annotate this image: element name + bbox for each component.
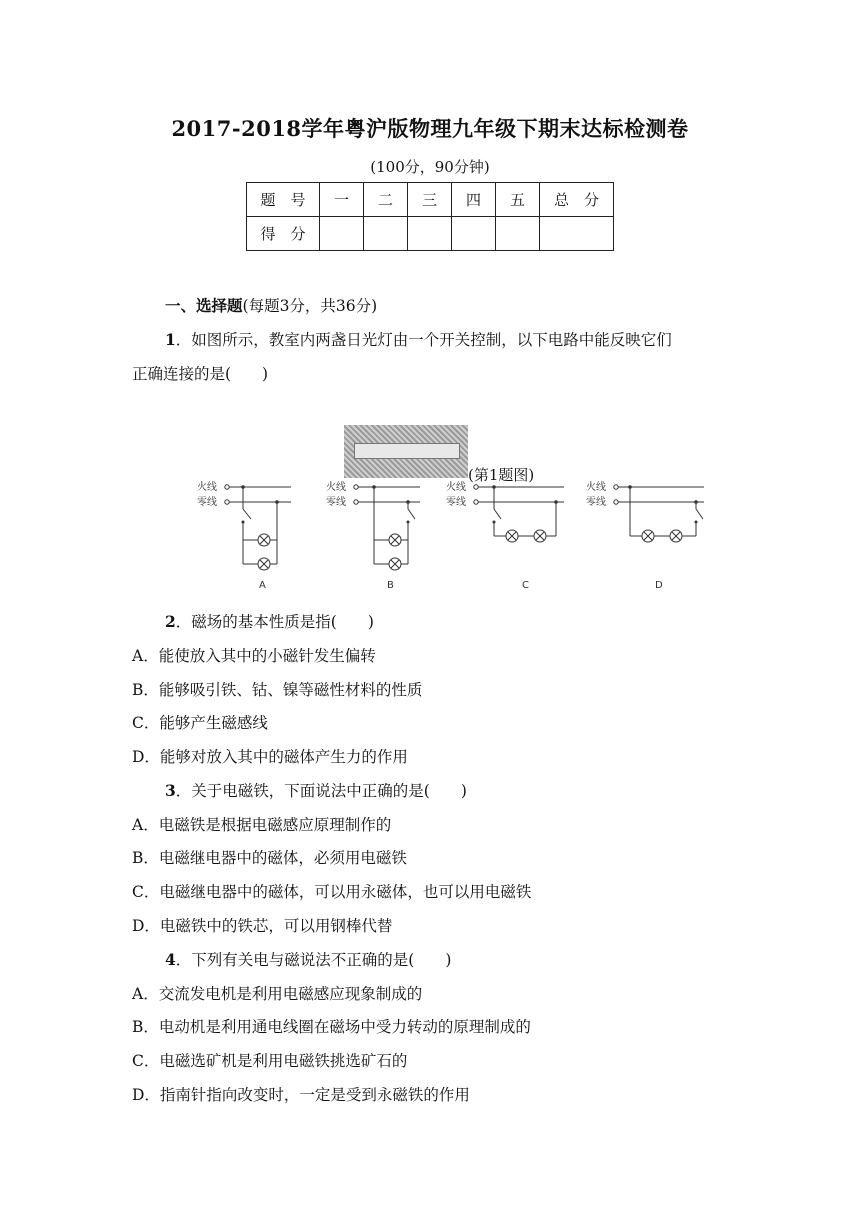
question-3-option-d[interactable]: D．电磁铁中的铁芯，可以用钢棒代替 <box>132 917 393 935</box>
score-table <box>246 182 614 251</box>
score-cell-1[interactable] <box>320 217 364 251</box>
option-d-label: D <box>655 580 663 591</box>
lamp-fixture <box>354 443 460 459</box>
question-4-option-b[interactable]: B．电动机是利用通电线圈在磁场中受力转动的原理制成的 <box>132 1018 531 1036</box>
question-2-option-c[interactable]: C．能够产生磁感线 <box>132 714 268 732</box>
score-cell-5[interactable] <box>496 217 540 251</box>
score-header-4: 四 <box>452 183 496 217</box>
score-header-1: 一 <box>320 183 364 217</box>
question-number: 4 <box>165 950 176 969</box>
question-3-option-a[interactable]: A．电磁铁是根据电磁感应原理制作的 <box>132 816 392 834</box>
score-table-header-row <box>247 183 614 217</box>
score-header-3: 三 <box>408 183 452 217</box>
fluorescent-lamp-photo <box>344 425 468 478</box>
score-table-score-row <box>247 217 614 251</box>
circuit-diagram-d <box>584 475 709 593</box>
score-header-total: 总 分 <box>540 183 614 217</box>
question-2-stem: 2．磁场的基本性质是指( ) <box>165 612 374 631</box>
exam-title: 2017-2018学年粤沪版物理九年级下期末达标检测卷 <box>171 116 689 141</box>
score-cell-4[interactable] <box>452 217 496 251</box>
live-wire-label: 火线 <box>197 482 217 493</box>
score-cell-2[interactable] <box>364 217 408 251</box>
question-2-option-a[interactable]: A．能使放入其中的小磁针发生偏转 <box>132 647 376 665</box>
live-wire-label: 火线 <box>586 482 606 493</box>
question-3-stem: 3．关于电磁铁，下面说法中正确的是( ) <box>165 781 467 800</box>
question-1-line2: 正确连接的是( ) <box>132 365 269 383</box>
section-heading <box>165 294 377 316</box>
question-3-option-c[interactable]: C．电磁继电器中的磁体，可以用永磁体，也可以用电磁铁 <box>132 883 532 901</box>
question-4-option-d[interactable]: D．指南针指向改变时，一定是受到永磁铁的作用 <box>132 1086 470 1104</box>
option-c-label: C <box>522 580 529 591</box>
circuit-diagram-b <box>324 475 434 593</box>
question-3-option-b[interactable]: B．电磁继电器中的磁体，必须用电磁铁 <box>132 849 407 867</box>
score-cell-3[interactable] <box>408 217 452 251</box>
question-2-option-b[interactable]: B．能够吸引铁、钴、镍等磁性材料的性质 <box>132 681 423 699</box>
neutral-wire-label: 零线 <box>326 497 346 508</box>
score-cell-total[interactable] <box>540 217 614 251</box>
live-wire-label: 火线 <box>446 482 466 493</box>
neutral-wire-label: 零线 <box>197 497 217 508</box>
section-note: (每题3分，共36分) <box>242 297 378 315</box>
circuit-diagram-a <box>195 475 305 593</box>
question-4-option-c[interactable]: C．电磁选矿机是利用电磁铁挑选矿石的 <box>132 1052 408 1070</box>
question-4-stem: 4．下列有关电与磁说法不正确的是( ) <box>165 950 452 969</box>
question-4-option-a[interactable]: A．交流发电机是利用电磁感应现象制成的 <box>132 985 423 1003</box>
score-header-2: 二 <box>364 183 408 217</box>
circuit-diagram-c <box>444 475 569 593</box>
score-header-label: 题 号 <box>247 183 320 217</box>
exam-subtitle: (100分，90分钟) <box>370 158 490 176</box>
score-row-label: 得 分 <box>247 217 320 251</box>
score-header-5: 五 <box>496 183 540 217</box>
question-1-line1: 1．如图所示，教室内两盏日光灯由一个开关控制，以下电路中能反映它们 <box>165 330 672 349</box>
question-number: 3 <box>165 781 176 800</box>
question-number: 2 <box>165 612 176 631</box>
figure-caption: (第1题图) <box>468 466 535 484</box>
section-title: 一、选择题 <box>165 296 243 315</box>
live-wire-label: 火线 <box>326 482 346 493</box>
question-2-option-d[interactable]: D．能够对放入其中的磁体产生力的作用 <box>132 748 408 766</box>
question-number: 1 <box>165 330 176 349</box>
neutral-wire-label: 零线 <box>446 497 466 508</box>
option-b-label: B <box>387 580 394 591</box>
option-a-label: A <box>259 580 266 591</box>
neutral-wire-label: 零线 <box>586 497 606 508</box>
